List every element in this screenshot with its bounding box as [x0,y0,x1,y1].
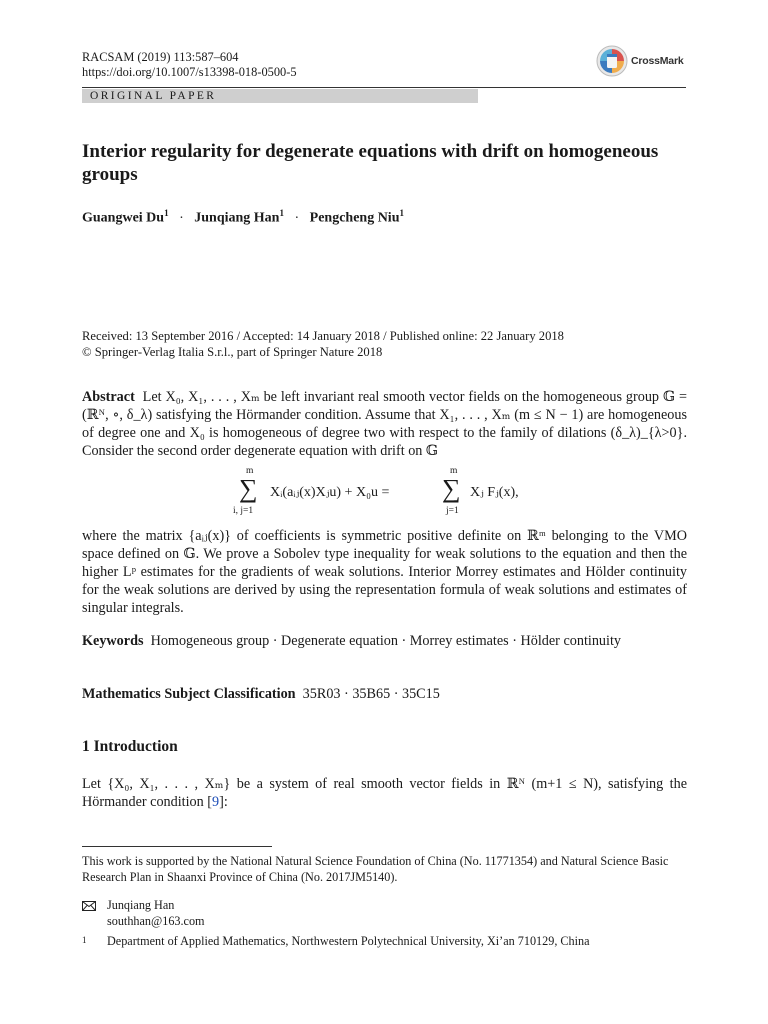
section-heading: 1 Introduction [82,738,178,755]
keywords-label: Keywords [82,633,144,649]
abstract-equation [230,466,540,522]
sum-symbol: ∑ [239,474,258,503]
equation-rhs: Xⱼ Fⱼ(x), [470,485,519,500]
author-name[interactable]: Junqiang Han [194,210,280,226]
funding-note: This work is supported by the National Natural Science Foundation of China (No. 11771354) and Natural Science Basic Research Plan in Shaanxi Province of China (No. 2017JM5140). [82,854,669,884]
section-band-label: ORIGINAL PAPER [90,90,217,102]
crossmark-icon [596,45,628,77]
header-rule [82,87,686,88]
dates-line: Received: 13 September 2016 / Accepted: 14 January 2018 / Published online: 22 January 2018 [82,329,564,343]
abstract-label: Abstract [82,389,135,405]
crossmark-label: CrossMark [631,55,684,67]
sum-symbol: ∑ [442,474,461,503]
author-affil: 1 [279,208,284,218]
keywords [82,632,687,650]
author-separator: · [294,210,300,226]
affiliation-text: Department of Applied Mathematics, Northwestern Polytechnical University, Xi’an 710129, China [107,934,590,948]
contact-email[interactable]: southhan@163.com [107,913,205,928]
abstract-text: Let X₀, X₁, . . . , Xₘ be left invariant real smooth vector fields on the homogeneous group 𝔾 = (ℝᴺ, ∘, δ_λ) satisfying the Hörmander condition. Assume that X₁, . . . , Xₘ (m ≤ N − 1) are homogeneous of degree one and X₀ is homogeneous of degree two with respect to the family of dilations (δ_λ)_{λ>0}. Consider the second order degenerate equation with drift on 𝔾 [82,389,687,459]
publication-history [82,328,686,360]
affiliation-marker: 1 [82,935,87,945]
abstract-part1 [82,388,687,460]
author-affil: 1 [399,208,404,218]
msc-text: 35R03 · 35B65 · 35C15 [302,686,440,702]
intro-text-end: ]: [219,794,228,810]
crossmark-badge[interactable] [596,44,688,78]
author-separator: · [179,210,184,226]
msc-label: Mathematics Subject Classification [82,686,296,702]
sum-lower-limit: j=1 [446,506,459,516]
intro-paragraph [82,775,687,811]
envelope-icon [82,901,96,911]
paper-title: Interior regularity for degenerate equations with drift on homogeneous groups [82,141,659,185]
contact-name: Junqiang Han [107,898,175,912]
copyright-line: © Springer-Verlag Italia S.r.l., part of Springer Nature 2018 [82,345,383,359]
doi-link[interactable]: https://doi.org/10.1007/s13398-018-0500-5 [82,65,297,79]
author-name[interactable]: Pengcheng Niu [309,210,400,226]
author-list [82,208,404,227]
corresponding-author [107,898,407,929]
footnote-rule [82,846,272,847]
abstract-part2: where the matrix {aᵢⱼ(x)} of coefficients is symmetric positive definite on ℝᵐ belonging to the VMO space defined on 𝔾. We prove a Sobolev type inequality for weak solutions to the equation and then the higher Lᵖ estimates for the gradients of weak solutions. Interior Morrey estimates and Hölder continuity for the weak solutions are derived by using the representation formula of weak solutions and estimates of singular integrals. [82,528,687,616]
keywords-text: Homogeneous group · Degenerate equation · Morrey estimates · Hölder continuity [150,633,621,649]
sum-upper-limit: m [246,466,254,476]
msc [82,685,687,703]
intro-text: Let {X₀, X₁, . . . , Xₘ} be a system of real smooth vector fields in ℝᴺ (m+1 ≤ N), satisfying the Hörmander condition [ [82,776,687,810]
sum-upper-limit: m [450,466,458,476]
author-name[interactable]: Guangwei Du [82,210,165,226]
section-band [82,89,478,103]
author-affil: 1 [164,208,169,218]
sum-lower-limit: i, j=1 [233,506,254,516]
journal-citation: RACSAM (2019) 113:587–604 [82,50,239,64]
citation-link[interactable]: 9 [212,794,220,810]
equation-lhs: Xᵢ(aᵢⱼ(x)Xⱼu) + X₀u = [270,485,390,500]
